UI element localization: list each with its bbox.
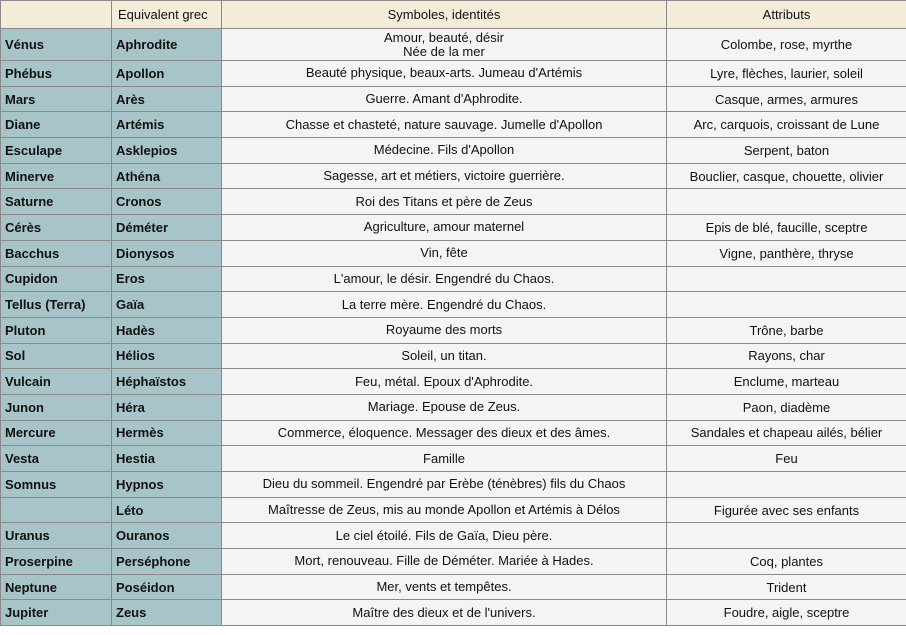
- symbols-line: Chasse et chasteté, nature sauvage. Jumelle d'Apollon: [285, 116, 603, 132]
- greek-name-cell: Gaïa: [112, 292, 222, 318]
- symbols-line: Beauté physique, beaux-arts. Jumeau d'Artémis: [305, 65, 583, 81]
- greek-name-cell: Poséidon: [112, 574, 222, 600]
- attributes-cell: [667, 189, 906, 215]
- symbols-cell: [222, 61, 667, 87]
- greek-name-cell: Apollon: [112, 61, 222, 87]
- latin-name-cell: Mars: [1, 86, 112, 112]
- symbols-cell: [222, 446, 667, 472]
- table-row: [1, 497, 906, 523]
- latin-name-cell: Cupidon: [1, 266, 112, 292]
- latin-name-cell: Junon: [1, 394, 112, 420]
- attributes-cell: Serpent, baton: [667, 138, 906, 164]
- table-row: [1, 549, 906, 575]
- symbols-line: Agriculture, amour maternel: [363, 219, 525, 235]
- latin-name-cell: Diane: [1, 112, 112, 138]
- attributes-cell: [667, 292, 906, 318]
- symbols-cell: [222, 600, 667, 626]
- symbols-line: Sagesse, art et métiers, victoire guerrière.: [323, 168, 565, 184]
- greek-name-cell: Zeus: [112, 600, 222, 626]
- header-row: [1, 1, 906, 29]
- symbols-line: Médecine. Fils d'Apollon: [373, 142, 515, 158]
- header-latin: [1, 1, 112, 29]
- attributes-cell: [667, 472, 906, 498]
- table-row: [1, 394, 906, 420]
- attributes-cell: Figurée avec ses enfants: [667, 497, 906, 523]
- symbols-line: L'amour, le désir. Engendré du Chaos.: [333, 270, 555, 286]
- attributes-cell: Colombe, rose, myrthe: [667, 29, 906, 61]
- attributes-cell: [667, 266, 906, 292]
- table-row: [1, 523, 906, 549]
- symbols-cell: [222, 343, 667, 369]
- symbols-cell: [222, 189, 667, 215]
- table-row: [1, 138, 906, 164]
- symbols-line: Le ciel étoilé. Fils de Gaïa, Dieu père.: [335, 527, 553, 543]
- latin-name-cell: Minerve: [1, 163, 112, 189]
- latin-name-cell: Vénus: [1, 29, 112, 61]
- greek-name-cell: Héra: [112, 394, 222, 420]
- symbols-cell: [222, 497, 667, 523]
- greek-name-cell: Cronos: [112, 189, 222, 215]
- latin-name-cell: Tellus (Terra): [1, 292, 112, 318]
- attributes-cell: Arc, carquois, croissant de Lune: [667, 112, 906, 138]
- symbols-line: Feu, métal. Epoux d'Aphrodite.: [354, 373, 534, 389]
- symbols-cell: [222, 292, 667, 318]
- table-row: [1, 29, 906, 61]
- table-row: [1, 343, 906, 369]
- symbols-cell: [222, 369, 667, 395]
- greek-name-cell: Perséphone: [112, 549, 222, 575]
- symbols-cell: [222, 420, 667, 446]
- table-row: [1, 472, 906, 498]
- symbols-cell: [222, 163, 667, 189]
- greek-name-cell: Hélios: [112, 343, 222, 369]
- symbols-cell: [222, 86, 667, 112]
- symbols-line: Maître des dieux et de l'univers.: [352, 604, 536, 620]
- table-row: [1, 189, 906, 215]
- latin-name-cell: Jupiter: [1, 600, 112, 626]
- attributes-cell: Trident: [667, 574, 906, 600]
- greek-name-cell: Eros: [112, 266, 222, 292]
- latin-name-cell: Bacchus: [1, 240, 112, 266]
- symbols-cell: [222, 112, 667, 138]
- attributes-cell: Trône, barbe: [667, 317, 906, 343]
- symbols-cell: [222, 317, 667, 343]
- greek-name-cell: Dionysos: [112, 240, 222, 266]
- greek-name-cell: Artémis: [112, 112, 222, 138]
- greek-name-cell: Hypnos: [112, 472, 222, 498]
- symbols-cell: [222, 215, 667, 241]
- table-body: [1, 29, 906, 626]
- greek-name-cell: Hestia: [112, 446, 222, 472]
- greek-name-cell: Hadès: [112, 317, 222, 343]
- symbols-cell: [222, 523, 667, 549]
- symbols-line: Guerre. Amant d'Aphrodite.: [365, 91, 523, 107]
- greek-name-cell: Athéna: [112, 163, 222, 189]
- symbols-line: Mariage. Epouse de Zeus.: [367, 399, 521, 415]
- symbols-cell: [222, 574, 667, 600]
- latin-name-cell: Uranus: [1, 523, 112, 549]
- header-symbols: Symboles, identités: [222, 1, 667, 29]
- greek-name-cell: Asklepios: [112, 138, 222, 164]
- symbols-line: Mer, vents et tempêtes.: [376, 579, 512, 595]
- symbols-cell: [222, 240, 667, 266]
- table-row: [1, 240, 906, 266]
- attributes-cell: Epis de blé, faucille, sceptre: [667, 215, 906, 241]
- table-row: [1, 574, 906, 600]
- latin-name-cell: Esculape: [1, 138, 112, 164]
- latin-name-cell: Phébus: [1, 61, 112, 87]
- symbols-line: Vin, fête: [420, 245, 468, 261]
- greek-name-cell: Arès: [112, 86, 222, 112]
- greek-name-cell: Héphaïstos: [112, 369, 222, 395]
- attributes-cell: Coq, plantes: [667, 549, 906, 575]
- latin-name-cell: Pluton: [1, 317, 112, 343]
- attributes-cell: Foudre, aigle, sceptre: [667, 600, 906, 626]
- table-row: [1, 215, 906, 241]
- greek-name-cell: Aphrodite: [112, 29, 222, 61]
- symbols-cell: [222, 266, 667, 292]
- attributes-cell: Sandales et chapeau ailés, bélier: [667, 420, 906, 446]
- greek-name-cell: Déméter: [112, 215, 222, 241]
- table-row: [1, 600, 906, 626]
- latin-name-cell: Proserpine: [1, 549, 112, 575]
- symbols-line: Commerce, éloquence. Messager des dieux et des âmes.: [277, 424, 611, 440]
- latin-name-cell: [1, 497, 112, 523]
- symbols-line: Royaume des morts: [385, 322, 503, 338]
- latin-name-cell: Cérès: [1, 215, 112, 241]
- attributes-cell: Casque, armes, armures: [667, 86, 906, 112]
- header-greek-equivalent: Equivalent grec: [112, 1, 222, 29]
- symbols-line: Soleil, un titan.: [401, 347, 487, 363]
- attributes-cell: Vigne, panthère, thryse: [667, 240, 906, 266]
- attributes-cell: Paon, diadème: [667, 394, 906, 420]
- symbols-cell: [222, 549, 667, 575]
- latin-name-cell: Mercure: [1, 420, 112, 446]
- symbols-cell: [222, 29, 667, 61]
- greek-name-cell: Léto: [112, 497, 222, 523]
- attributes-cell: Bouclier, casque, chouette, olivier: [667, 163, 906, 189]
- symbols-line: Amour, beauté, désir: [384, 29, 504, 45]
- latin-name-cell: Saturne: [1, 189, 112, 215]
- table-row: [1, 163, 906, 189]
- table-row: [1, 317, 906, 343]
- attributes-cell: Lyre, flèches, laurier, soleil: [667, 61, 906, 87]
- symbols-line: Née de la mer: [403, 43, 485, 59]
- attributes-cell: [667, 523, 906, 549]
- table-row: [1, 86, 906, 112]
- latin-name-cell: Vulcain: [1, 369, 112, 395]
- table-row: [1, 369, 906, 395]
- latin-name-cell: Somnus: [1, 472, 112, 498]
- attributes-cell: Enclume, marteau: [667, 369, 906, 395]
- latin-name-cell: Vesta: [1, 446, 112, 472]
- table-row: [1, 61, 906, 87]
- greek-name-cell: Ouranos: [112, 523, 222, 549]
- symbols-cell: [222, 138, 667, 164]
- symbols-cell: [222, 394, 667, 420]
- header-attributes: Attributs: [667, 1, 906, 29]
- attributes-cell: Feu: [667, 446, 906, 472]
- latin-name-cell: Neptune: [1, 574, 112, 600]
- symbols-line: Maîtresse de Zeus, mis au monde Apollon et Artémis à Délos: [268, 502, 620, 518]
- table-row: [1, 420, 906, 446]
- symbols-line: Dieu du sommeil. Engendré par Erèbe (ténèbres) fils du Chaos: [262, 476, 626, 492]
- table-row: [1, 446, 906, 472]
- attributes-cell: Rayons, char: [667, 343, 906, 369]
- table-row: [1, 266, 906, 292]
- latin-name-cell: Sol: [1, 343, 112, 369]
- greek-name-cell: Hermès: [112, 420, 222, 446]
- table-row: [1, 292, 906, 318]
- symbols-line: Famille: [423, 450, 465, 466]
- symbols-line: La terre mère. Engendré du Chaos.: [341, 296, 547, 312]
- symbols-cell: [222, 472, 667, 498]
- table-row: [1, 112, 906, 138]
- symbols-line: Mort, renouveau. Fille de Déméter. Mariée à Hades.: [294, 553, 594, 569]
- symbols-line: Roi des Titans et père de Zeus: [355, 193, 533, 209]
